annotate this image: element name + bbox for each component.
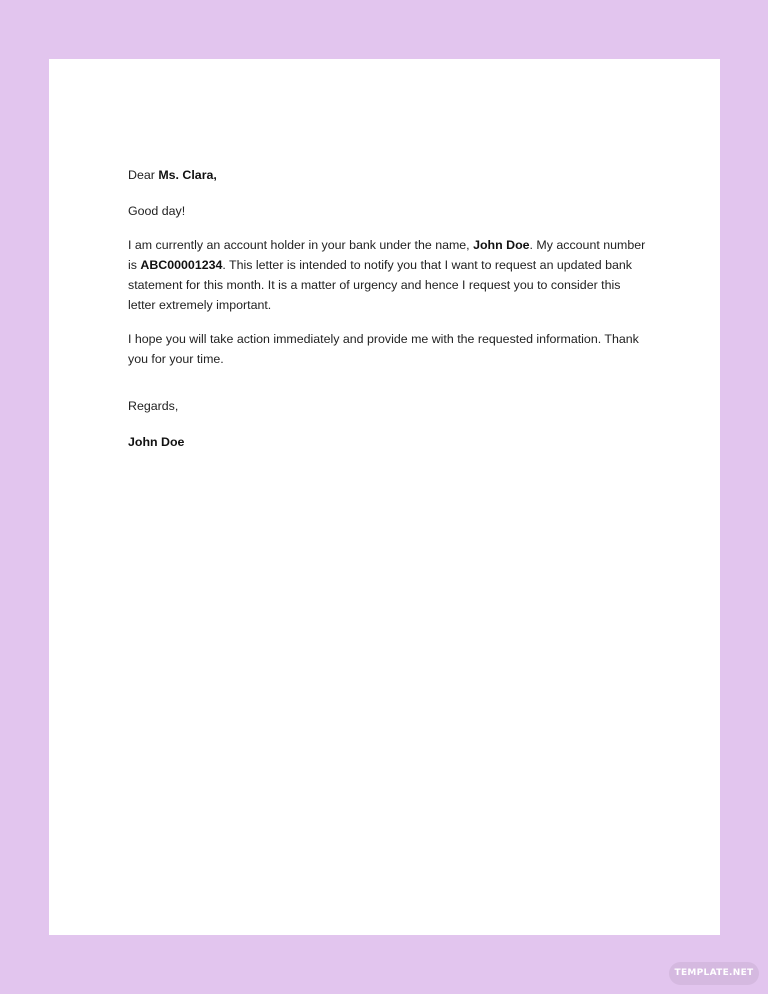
letter-page <box>49 59 720 935</box>
paragraph-request-part1: I am currently an account holder in your bank under the name, <box>128 238 474 252</box>
signature-name: John Doe <box>128 435 185 449</box>
account-holder-name: John Doe <box>473 238 530 252</box>
letter-body <box>128 165 648 452</box>
closing: Regards, <box>128 399 179 413</box>
signature <box>128 432 648 452</box>
recipient-name: Ms. Clara, <box>158 168 217 182</box>
template-net-watermark: TEMPLATE.NET <box>669 962 759 985</box>
account-number: ABC00001234 <box>140 258 223 272</box>
greeting: Good day! <box>128 204 186 218</box>
paragraph-request <box>128 235 648 315</box>
paragraph-request-part2: . My account number is <box>128 238 646 272</box>
paragraph-request-part3: . This letter is intended to notify you that I want to request an updated bank statement for this month. It is a matter of urgency and hence I request you to consider this letter extremely important. <box>128 258 633 312</box>
paragraph-action: I hope you will take action immediately and provide me with the requested information. Thank you for your time. <box>128 332 639 366</box>
salutation-prefix: Dear <box>128 168 159 182</box>
salutation <box>128 165 648 185</box>
